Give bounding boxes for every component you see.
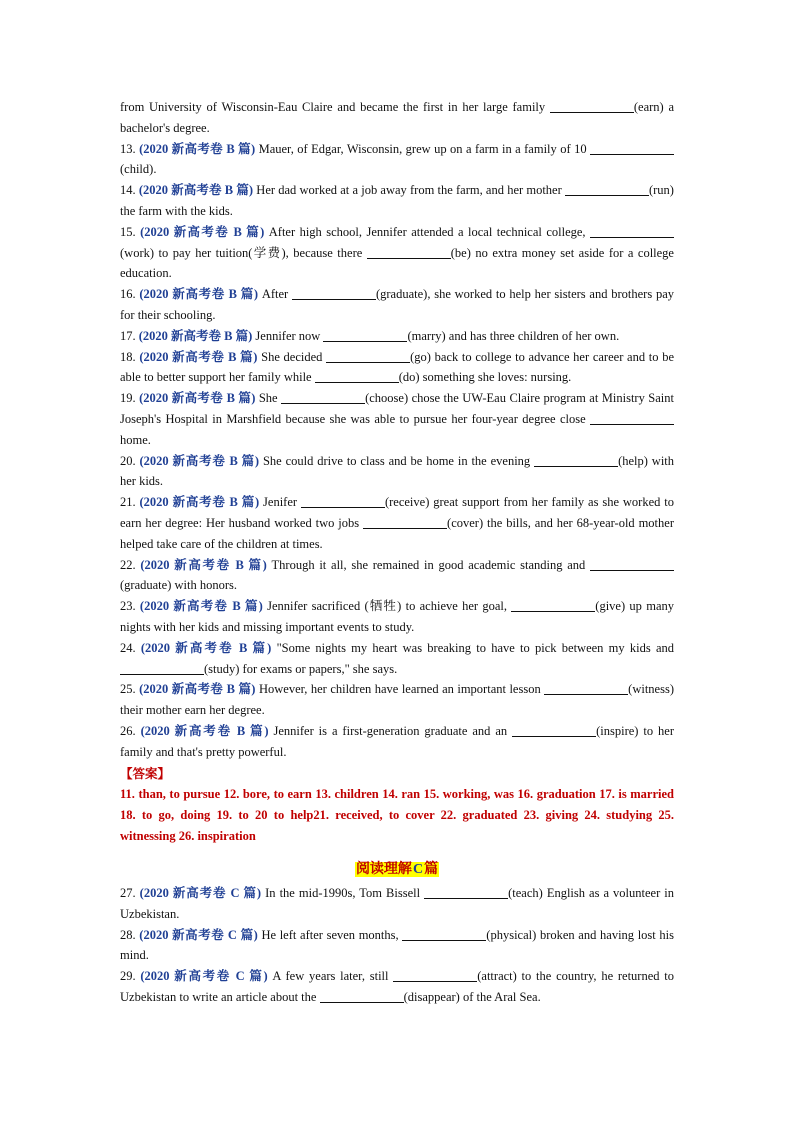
question-number: 26. <box>120 723 136 738</box>
source-tag: (2020 新高考卷 C 篇) <box>139 927 258 942</box>
source-tag: (2020 新高考卷 B 篇) <box>139 453 260 468</box>
question-number: 28. <box>120 927 136 942</box>
question-number: 25. <box>120 682 136 697</box>
answer-blank[interactable] <box>590 141 674 155</box>
question-text: A few years later, still <box>267 969 394 984</box>
answer-blank[interactable] <box>393 968 477 982</box>
worksheet-page <box>120 97 674 1008</box>
question-number: 17. <box>120 328 136 343</box>
question-item <box>120 638 674 680</box>
question-item <box>120 139 674 181</box>
answer-blank[interactable] <box>315 369 399 383</box>
source-tag: (2020 新高考卷 B 篇) <box>140 723 269 738</box>
source-tag: (2020 新高考卷 C 篇) <box>140 969 268 984</box>
source-tag: (2020 新高考卷 B 篇) <box>139 349 258 364</box>
question-text: (child). <box>120 162 157 177</box>
question-text: She <box>255 391 282 406</box>
question-number: 19. <box>120 391 136 406</box>
question-text: Jenifer <box>259 495 301 510</box>
answer-blank[interactable] <box>511 598 595 612</box>
source-tag: (2020 新高考卷 B 篇) <box>139 495 260 510</box>
question-text: home. <box>120 432 151 447</box>
question-text: (give) up many nights with her kids and missing important events to study. <box>120 599 674 634</box>
question-number: 24. <box>120 640 136 655</box>
question-text: "Some nights my heart was breaking to have to pick between my kids and <box>271 640 675 655</box>
question-item <box>120 925 674 967</box>
source-tag: (2020 新高考卷 C 篇) <box>139 886 262 901</box>
intro-item <box>120 97 674 139</box>
question-item <box>120 222 674 284</box>
question-number: 27. <box>120 886 136 901</box>
question-text: (attract) to the country, he returned to Uzbekistan to write an article about the <box>120 969 674 1005</box>
question-item <box>120 721 674 763</box>
question-item <box>120 596 674 638</box>
intro-text-after: (earn) a bachelor's degree. <box>120 100 674 135</box>
answer-blank[interactable] <box>512 723 596 737</box>
question-text: (marry) and has three children of her own. <box>407 328 620 343</box>
question-text: (do) something she loves: nursing. <box>398 370 572 385</box>
question-item <box>120 966 674 1008</box>
answer-blank[interactable] <box>402 927 486 941</box>
answer-blank[interactable] <box>534 453 618 467</box>
question-text: Her dad worked at a job away from the farm, and her mother <box>253 183 565 198</box>
answer-blank[interactable] <box>301 494 385 508</box>
source-tag: (2020 新高考卷 B 篇) <box>139 391 256 406</box>
question-text: (receive) great support from her family as she worked to earn her degree: Her husband worked two jobs <box>120 495 674 530</box>
question-text: (work) to pay her tuition(学费), because there <box>120 245 367 260</box>
source-tag: (2020 新高考卷 B 篇) <box>140 640 272 655</box>
question-text: She decided <box>257 349 327 364</box>
questions-b <box>120 139 674 763</box>
answer-blank[interactable] <box>120 661 204 675</box>
question-number: 14. <box>120 183 136 198</box>
question-item <box>120 284 674 326</box>
question-text: Through it all, she remained in good academic standing and <box>266 557 591 572</box>
question-text: Jennifer is a first-generation graduate and an <box>268 723 513 738</box>
source-tag: (2020 新高考卷 B 篇) <box>140 224 265 239</box>
question-text: (physical) broken and having lost his mind. <box>120 927 675 963</box>
question-text: (choose) chose the UW-Eau Claire program at Ministry Saint Joseph's Hospital in Marshfield because she was able to pursue her four-year degree close <box>120 391 674 426</box>
question-number: 13. <box>120 141 136 156</box>
question-text: (graduate), she worked to help her sisters and brothers pay for their schooling. <box>120 287 674 322</box>
answer-blank[interactable] <box>565 182 649 196</box>
answer-blank[interactable] <box>281 390 365 404</box>
question-text: (run) the farm with the kids. <box>120 183 674 218</box>
question-text: However, her children have learned an important lesson <box>255 682 545 697</box>
question-item <box>120 679 674 721</box>
answer-blank[interactable] <box>320 989 404 1003</box>
question-text: (be) no extra money set aside for a college education. <box>120 245 674 281</box>
question-number: 16. <box>120 287 136 302</box>
question-number: 15. <box>120 224 136 239</box>
question-text: (witness) their mother earn her degree. <box>120 682 674 718</box>
source-tag: (2020 新高考卷 B 篇) <box>139 682 256 697</box>
intro-text: from University of Wisconsin-Eau Claire and became the first in her large family <box>120 100 546 114</box>
question-text: Jennifer sacrificed (牺牲) to achieve her goal, <box>262 599 512 614</box>
answer-blank[interactable] <box>550 99 634 113</box>
question-item <box>120 451 674 493</box>
source-tag: (2020 新高考卷 B 篇) <box>138 183 254 198</box>
section-title-text: 阅读理解 <box>355 862 412 878</box>
question-text: After <box>258 287 292 302</box>
answer-blank[interactable] <box>590 411 674 425</box>
question-text: (teach) English as a volunteer in Uzbekistan. <box>120 886 675 921</box>
question-item <box>120 883 674 925</box>
answer-blank[interactable] <box>544 681 628 695</box>
answer-blank[interactable] <box>323 328 407 342</box>
section-title-letter: C <box>412 862 424 878</box>
question-text: He left after seven months, <box>257 927 403 942</box>
source-tag: (2020 新高考卷 B 篇) <box>139 141 256 156</box>
answer-blank[interactable] <box>367 245 451 259</box>
question-item <box>120 347 674 389</box>
question-number: 22. <box>120 557 136 572</box>
question-number: 23. <box>120 599 136 614</box>
section-title-suffix: 篇 <box>424 862 439 878</box>
questions-c <box>120 883 674 1008</box>
question-text: After high school, Jennifer attended a local technical college, <box>264 224 590 239</box>
question-item <box>120 180 674 222</box>
section-title-c <box>120 859 674 881</box>
answer-label: 【答案】 <box>120 766 171 781</box>
question-number: 18. <box>120 349 136 364</box>
question-number: 20. <box>120 453 136 468</box>
answer-blank[interactable] <box>590 224 674 238</box>
question-text: (study) for exams or papers," she says. <box>204 661 398 676</box>
question-item <box>120 492 674 554</box>
question-text: (go) back to college to advance her career and to be able to better support her family while <box>120 349 675 385</box>
question-text: Jennifer now <box>252 328 324 343</box>
question-text: Mauer, of Edgar, Wisconsin, grew up on a farm in a family of 10 <box>255 141 591 156</box>
answer-blank[interactable] <box>363 515 447 529</box>
question-text: In the mid-1990s, Tom Bissell <box>261 886 425 901</box>
question-text: (inspire) to her family and that's pretty powerful. <box>120 723 675 759</box>
question-item <box>120 388 674 450</box>
source-tag: (2020 新高考卷 B 篇) <box>139 287 259 302</box>
source-tag: (2020 新高考卷 B 篇) <box>140 557 267 572</box>
answer-blank[interactable] <box>326 349 410 363</box>
answer-key: 11. than, to pursue 12. bore, to earn 13. children 14. ran 15. working, was 16. graduation 17. is married 18. to go, doing 19. to 20 to help21. received, to cover 22. graduated 23. giving 24. studying 25. witnessing 26. inspiration <box>120 787 674 844</box>
answer-blank[interactable] <box>590 557 674 571</box>
question-text: (graduate) with honors. <box>120 578 237 593</box>
question-item <box>120 326 674 347</box>
source-tag: (2020 新高考卷 B 篇) <box>138 328 253 343</box>
answer-blank[interactable] <box>292 286 376 300</box>
question-number: 29. <box>120 969 136 984</box>
question-number: 21. <box>120 495 136 510</box>
source-tag: (2020 新高考卷 B 篇) <box>139 599 263 614</box>
question-text: (cover) the bills, and her 68-year-old mother helped take care of the children at times. <box>120 515 674 551</box>
question-text: (help) with her kids. <box>120 453 675 489</box>
question-text: She could drive to class and be home in the evening <box>259 453 535 468</box>
question-text: (disappear) of the Aral Sea. <box>403 990 541 1005</box>
answer-blank[interactable] <box>424 885 508 899</box>
question-item <box>120 555 674 597</box>
